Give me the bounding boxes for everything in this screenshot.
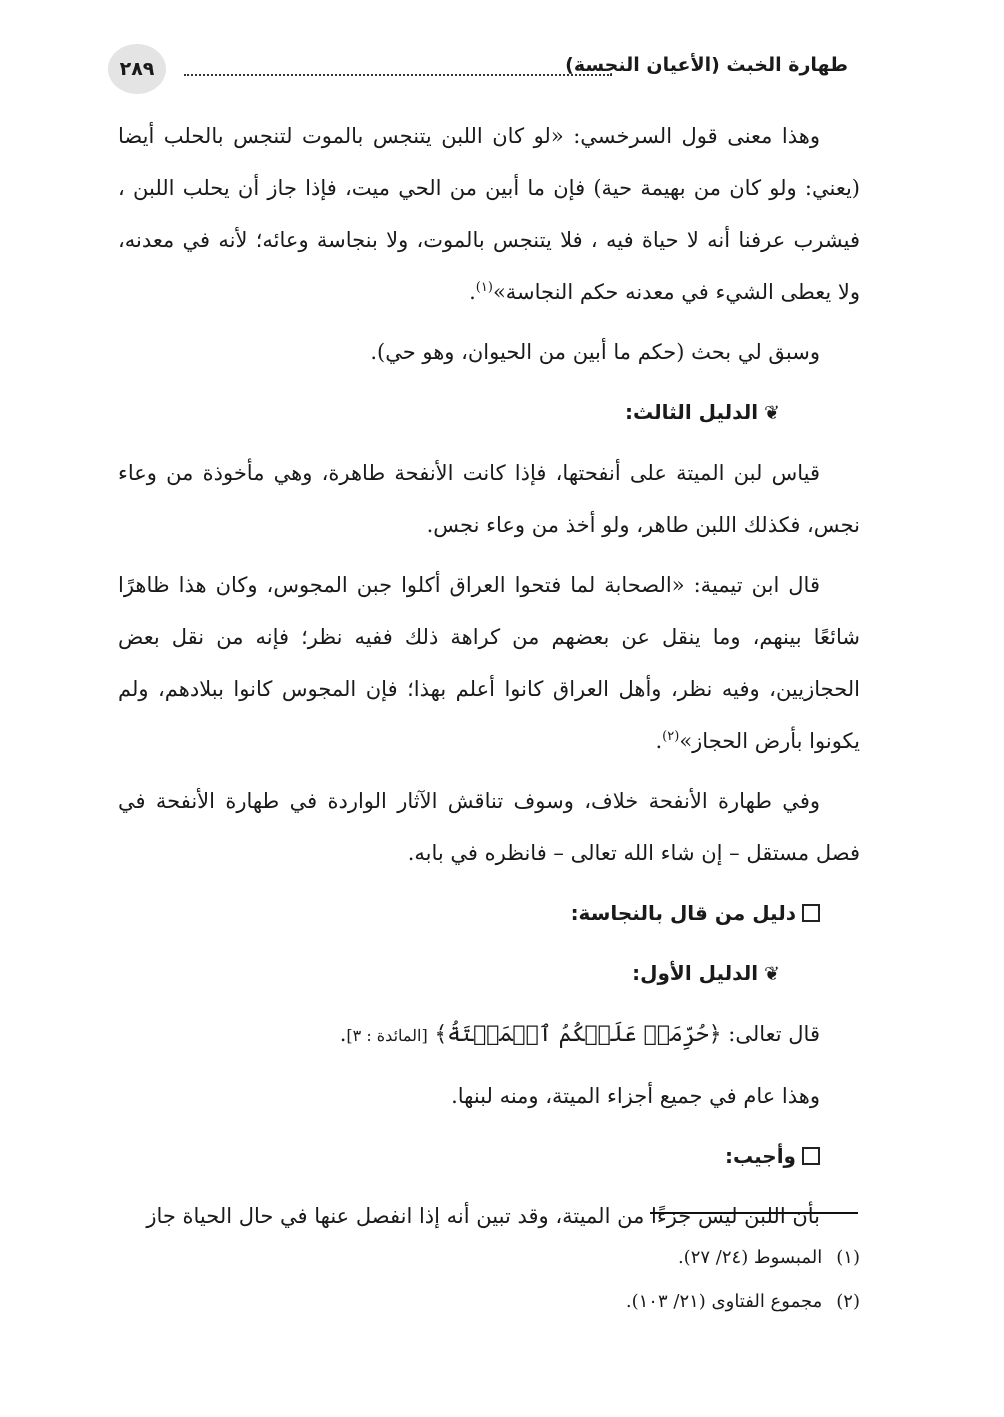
page-body [118,110,860,1250]
paragraph: قياس لبن الميتة على أنفحتها، فإذا كانت الأنفحة طاهرة، وهي مأخوذة من وعاء نجس، فكذلك اللبن طاهر، ولو أخذ من وعاء نجس. [118,461,860,537]
verse-reference: [المائدة : ٣] [346,1026,428,1045]
paragraph: وهذا عام في جميع أجزاء الميتة، ومنه لبنها. [451,1084,820,1108]
running-title: طهارة الخبث (الأعيان النجسة) [565,54,848,76]
paragraph: بأن اللبن ليس جزءًا من الميتة، وقد تبين أنه إذا انفصل عنها في حال الحياة جاز [146,1204,820,1228]
footnote-separator [650,1212,858,1214]
footnote-ref[interactable]: (٢) [662,729,680,744]
section-heading: وأجيب: [118,1130,860,1182]
quran-quote: قال تعالى: ﴿حُرِّمَتۡ عَلَيۡكُمُ ٱلۡمَيۡتَةُ﴾ [المائدة : ٣]. [339,1022,820,1047]
paragraph: وهذا معنى قول السرخسي: «لو كان اللبن يتنجس بالموت لتنجس بالحلب أيضا (يعني: ولو كان من بهيمة حية) فإن ما أبين من الحي ميت، فإذا جاز أن يحلب اللبن ، فيشرب عرفنا أنه لا حياة فيه ، فلا يتنجس بالموت، ولا بنجاسة وعائه؛ لأنه في معدنه، ولا يعطى الشيء في معدنه حكم النجاسة»$^{(١)}$. [118,124,860,304]
leaf-bullet-icon: ❦ [764,402,780,424]
page-number: ٢٨٩ [108,44,166,94]
footnote-item: (١)المبسوط (٢٤/ ٢٧). [677,1247,860,1268]
section-heading: ❦الدليل الثالث: [118,386,860,439]
leaf-bullet-icon: ❦ [764,963,780,985]
header-dotted-leader [184,74,612,76]
paragraph: قال ابن تيمية: «الصحابة لما فتحوا العراق أكلوا جبن المجوس، وكان هذا ظاهرًا شائعًا بينهم، وما ينقل عن بعضهم من كراهة ذلك ففيه نظر؛ فإنه من نقل بعض الحجازيين، وفيه نظر، وأهل العراق كانوا أعلم بهذا؛ فإن المجوس كانوا ببلادهم، ولم يكونوا بأرض الحجاز»$^{(٢)}$. [118,573,860,753]
square-bullet-icon [802,904,820,922]
footnote-item: (٢)مجموع الفتاوى (٢١/ ١٠٣). [625,1291,860,1312]
footnote-ref[interactable]: (١) [475,280,493,295]
section-heading: ❦الدليل الأول: [118,947,860,1000]
square-bullet-icon [802,1147,820,1165]
paragraph: وسبق لي بحث (حكم ما أبين من الحيوان، وهو حي). [370,340,820,364]
paragraph: وفي طهارة الأنفحة خلاف، وسوف تناقش الآثار الواردة في طهارة الأنفحة في فصل مستقل – إن شاء الله تعالى – فانظره في بابه. [118,789,860,865]
page-header [108,44,848,94]
footnotes [626,1236,860,1324]
section-heading: دليل من قال بالنجاسة: [118,887,860,939]
quran-verse: ﴿حُرِّمَتۡ عَلَيۡكُمُ ٱلۡمَيۡتَةُ﴾ [434,1022,722,1047]
